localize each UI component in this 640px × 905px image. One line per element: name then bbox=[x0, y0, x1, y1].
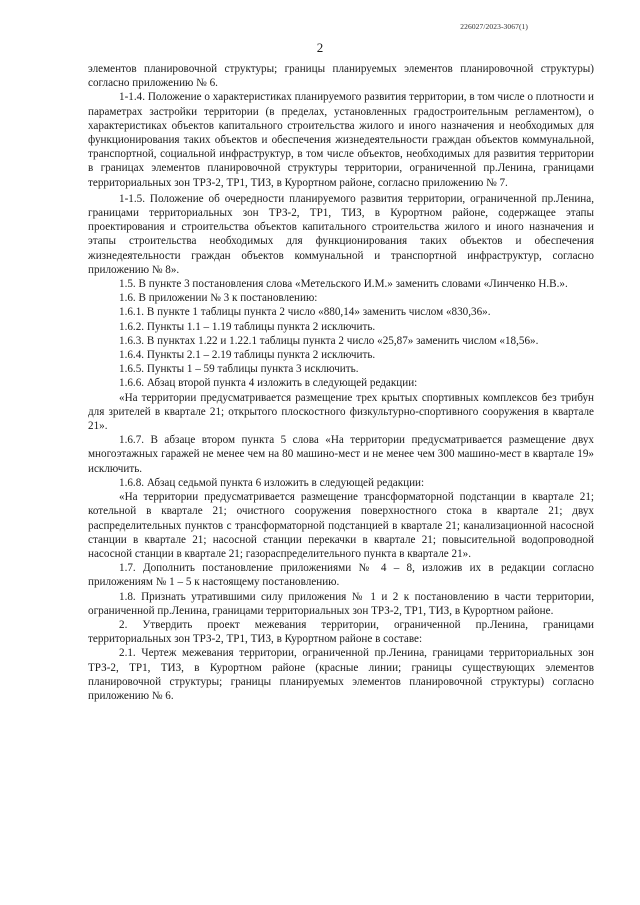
paragraph-1-1-5: 1-1.5. Положение об очередности планируемого развития территории, ограниченной пр.Ленина, границами территориальных зон ТРЗ-2, ТР1, ТИЗ, в Курортном районе, содержащее этапы проектирования и строительства объектов капитального строительства жилого и иного назначения и этапы строительства необходимых для функционирования таких объектов и обеспечения жизнедеятельности граждан объектов коммунальной и транспортной инфраструктур, согласно приложению № 8». bbox=[88, 192, 594, 276]
paragraph-1-6-5: 1.6.5. Пункты 1 – 59 таблицы пункта 3 исключить. bbox=[119, 363, 359, 376]
quote-1-6-8: «На территории предусматривается размещение трансформаторной подстанции в квартале 21; котельной в квартале 21; очистного сооружения поверхностного стока в квартале 21; двух распределительных пунктов с трансформаторной подстанцией в квартале 21; канализационной насосной станции в квартале 21; насосной станции перекачки в квартале 21; повысительной водопроводной насосной станции в квартале 21; газораспределительного пункта в квартале 21». bbox=[88, 491, 594, 560]
paragraph-1-6-1: 1.6.1. В пункте 1 таблицы пункта 2 число «880,14» заменить числом «830,36». bbox=[119, 306, 491, 319]
paragraph-1-8: 1.8. Признать утратившими силу приложения № 1 и 2 к постановлению в части территории, ограниченной пр.Ленина, границами территориальных зон ТРЗ-2, ТР1, ТИЗ, в Курортном районе. bbox=[88, 590, 594, 617]
paragraph-1-6-7: 1.6.7. В абзаце втором пункта 5 слова «На территории предусматривается размещение двух многоэтажных гаражей не менее чем на 80 машино-мест и не менее чем 300 машино-мест в квартале 19» исключить. bbox=[88, 434, 594, 475]
paragraph-1-5: 1.5. В пункте 3 постановления слова «Метельского И.М.» заменить словами «Линченко Н.В.». bbox=[119, 278, 568, 291]
document-number: 226027/2023-3067(1) bbox=[460, 22, 528, 31]
page-number: 2 bbox=[316, 40, 324, 55]
paragraph-2-1: 2.1. Чертеж межевания территории, ограниченной пр.Ленина, границами территориальных зон ТРЗ-2, ТР1, ТИЗ, в Курортном районе (красные линии; границы существующих элементов планировочной структуры; границы планируемых элементов планировочной структуры) согласно приложению № 6. bbox=[88, 647, 594, 702]
paragraph-1-6-8: 1.6.8. Абзац седьмой пункта 6 изложить в следующей редакции: bbox=[119, 476, 425, 489]
paragraph-2: 2. Утвердить проект межевания территории, ограниченной пр.Ленина, границами территориальных зон ТРЗ-2, ТР1, ТИЗ, в Курортном районе в составе: bbox=[88, 618, 594, 646]
paragraph-1-6-2: 1.6.2. Пункты 1.1 – 1.19 таблицы пункта 2 исключить. bbox=[119, 320, 376, 333]
quote-1-6-6: «На территории предусматривается размещение трех крытых спортивных комплексов без трибун для зрителей в квартале 21; открытого плоскостного физкультурно-спортивного сооружения в квартале 21». bbox=[88, 391, 594, 433]
paragraph-1-6-4: 1.6.4. Пункты 2.1 – 2.19 таблицы пункта 2 исключить. bbox=[119, 349, 376, 362]
paragraph-1-7: 1.7. Дополнить постановление приложениями № 4 – 8, изложив их в редакции согласно приложениям № 1 – 5 к настоящему постановлению. bbox=[88, 562, 594, 589]
document-body bbox=[88, 62, 594, 703]
paragraph-1-6: 1.6. В приложении № 3 к постановлению: bbox=[119, 292, 318, 305]
paragraph-1-6-6: 1.6.6. Абзац второй пункта 4 изложить в следующей редакции: bbox=[119, 377, 418, 390]
paragraph-continuation: элементов планировочной структуры; границы планируемых элементов планировочной структуры) согласно приложению № 6. bbox=[88, 63, 594, 90]
paragraph-1-1-4: 1-1.4. Положение о характеристиках планируемого развития территории, в том числе о плотности и параметрах застройки территории (в пределах, установленных градостроительным регламентом), о характеристиках объектов капитального строительства жилого и иного назначения и необходимых для функционирования таких объектов и обеспечения жизнедеятельности граждан объектов коммунальной, транспортной, социальной инфраструктур, в том числе объектов, необходимых для развития территории в границах элементов планировочной структуры территории, ограниченной пр.Ленина, границами территориальных зон ТРЗ-2, ТР1, ТИЗ, в Курортном районе, согласно приложению № 7. bbox=[88, 91, 594, 189]
paragraph-1-6-3: 1.6.3. В пунктах 1.22 и 1.22.1 таблицы пункта 2 число «25,87» заменить числом «18,56». bbox=[119, 334, 539, 347]
